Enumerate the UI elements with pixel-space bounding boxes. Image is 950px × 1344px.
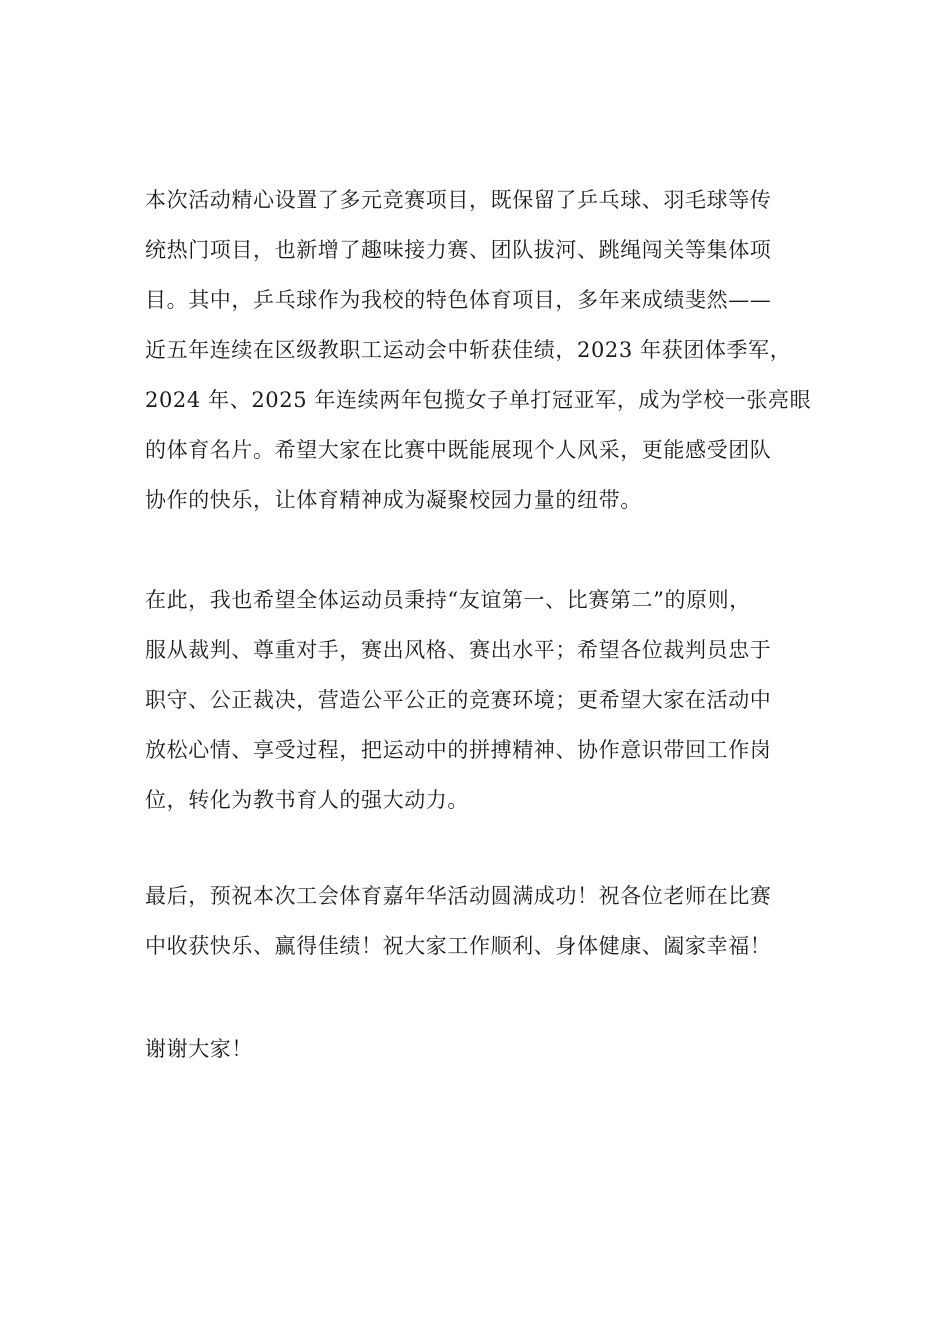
paragraph-line: 的体育名片。希望大家在比赛中既能展现个人风采，更能感受团队 [145, 438, 772, 462]
paragraph-line: 协作的快乐，让体育精神成为凝聚校园力量的纽带。 [145, 488, 642, 512]
paragraph-line: 最后，预祝本次工会体育嘉年华活动圆满成功！祝各位老师在比赛 [145, 884, 772, 908]
paragraph-line: 本次活动精心设置了多元竞赛项目，既保留了乒乓球、羽毛球等传 [145, 188, 772, 212]
paragraph-wishes [145, 871, 815, 971]
paragraph-expectations [145, 575, 815, 825]
paragraph-line: 服从裁判、尊重对手，赛出风格、赛出水平；希望各位裁判员忠于 [145, 638, 772, 662]
paragraph-line: 职守、公正裁决，营造公平公正的竞赛环境；更希望大家在活动中 [145, 688, 772, 712]
paragraph-line: 目。其中，乒乓球作为我校的特色体育项目，多年来成绩斐然—— [145, 288, 772, 312]
paragraph-closing [145, 1024, 815, 1074]
paragraph-line: 统热门项目，也新增了趣味接力赛、团队拔河、跳绳闯关等集体项 [145, 238, 772, 262]
paragraph-line: 在此，我也希望全体运动员秉持“友谊第一、比赛第二”的原则， [145, 588, 751, 612]
paragraph-line: 放松心情、享受过程，把运动中的拼搏精神、协作意识带回工作岗 [145, 738, 772, 762]
paragraph-line: 2024 年、2025 年连续两年包揽女子单打冠亚军，成为学校一张亮眼 [145, 388, 812, 412]
paragraph-line: 谢谢大家！ [145, 1037, 253, 1061]
paragraph-events [145, 175, 815, 525]
paragraph-line: 近五年连续在区级教职工运动会中斩获佳绩，2023 年获团体季军， [145, 338, 792, 362]
paragraph-line: 位，转化为教书育人的强大动力。 [145, 788, 469, 812]
paragraph-line: 中收获快乐、赢得佳绩！祝大家工作顺利、身体健康、阖家幸福！ [145, 934, 772, 958]
